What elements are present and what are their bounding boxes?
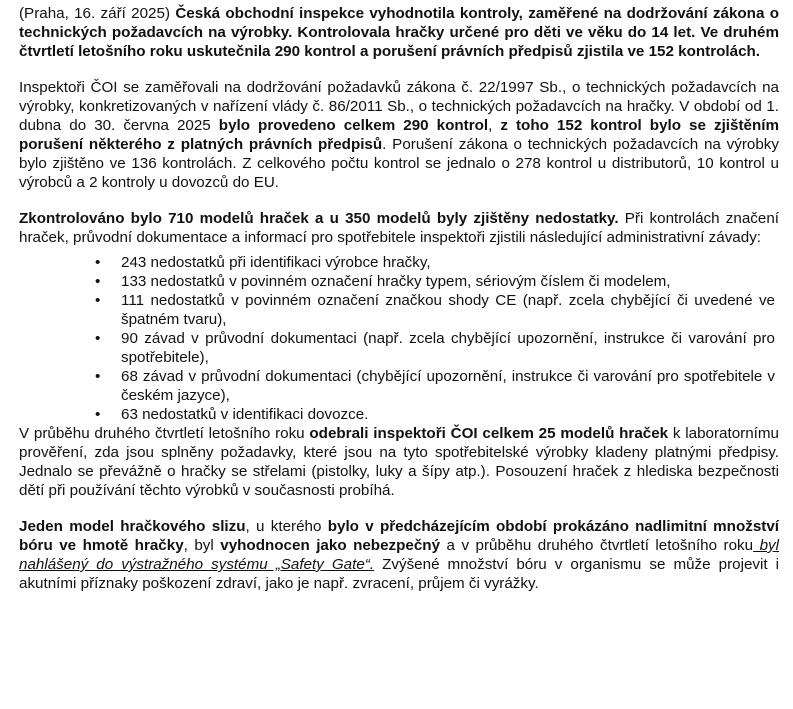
total-inspections-highlight: bylo provedeno celkem 290 kontrol — [218, 117, 489, 134]
list-item-text: 243 nedostatků při identifikaci výrobce hračky, — [121, 254, 431, 271]
slime-text-3: a v průběhu druhého čtvrtletí letošního roku — [440, 537, 754, 554]
lead-paragraph — [19, 4, 779, 61]
list-item-text: 63 nedostatků v identifikaci dovozce. — [121, 406, 369, 423]
bullet-icon: • — [95, 254, 101, 271]
dateline: (Praha, 16. září 2025) — [19, 5, 176, 22]
slime-text-4: Zvýšené množství bóru v organismu se může projevit i akutními příznaky poškození zdraví, jako je např. zvracení, průjem či vyrážky. — [19, 556, 779, 592]
lab-text-details: k laboratornímu prověření, zda jsou splněny požadavky, které jsou na tyto spotřebitelské výrobky kladeny platnými předpisy. Jednalo se převážně o hračky se střelami (pistolky, luky a šípy atp.). Posouzení hraček z hlediska bezpečnosti dětí při používání těchto výrobků v současnosti probíhá. — [19, 425, 779, 499]
models-text: Při kontrolách značení hraček, průvodní dokumentace a informací pro spotřebitele inspektoři zjistili následující administrativní závady: — [19, 210, 779, 246]
deficiencies-list — [19, 253, 779, 424]
list-item — [95, 272, 779, 291]
boron-finding-highlight: bylo v předcházejícím období prokázáno nadlimitní množství bóru ve hmotě hračky — [19, 518, 779, 554]
models-highlight: Zkontrolováno bylo 710 modelů hraček a u 350 modelů byly zjištěny nedostatky. — [19, 210, 619, 227]
violations-highlight: z toho 152 kontrol bylo se zjištěním porušení některého z platných právních předpisů — [19, 117, 779, 153]
scope-text: Inspektoři ČOI se zaměřovali na dodržování požadavků zákona č. 22/1997 Sb., o technických požadavcích na výrobky, konkretizovaných v nařízení vlády č. 86/2011 Sb., o technických požadavcích na hračky. V období od 1. dubna do 30. června 2025 — [19, 79, 779, 134]
bullet-icon: • — [95, 292, 101, 309]
slime-text-2: , byl — [183, 537, 221, 554]
dangerous-verdict-highlight: vyhodnocen jako nebezpečný — [220, 537, 441, 554]
safety-gate-link[interactable]: byl nahlášený do výstražného systému „Safety Gate“. — [19, 537, 779, 573]
list-item-text: 133 nedostatků v povinném označení hračky typem, sériovým číslem či modelem, — [121, 273, 671, 290]
lab-text-intro: V průběhu druhého čtvrtletí letošního roku — [19, 425, 310, 442]
list-item — [95, 253, 779, 272]
lead-summary: Česká obchodní inspekce vyhodnotila kontroly, zaměřené na dodržování zákona o technických požadavcích na výrobky. Kontrolovala hračky určené pro děti ve věku do 14 let. Ve druhém čtvrtletí letošního roku uskutečnila 290 kontrol a porušení právních předpisů zjistila ve 152 kontrolách. — [19, 5, 779, 60]
list-item — [95, 291, 779, 329]
bullet-icon: • — [95, 330, 101, 347]
scope-details: . Porušení zákona o technických požadavcích na výrobky bylo zjištěno ve 136 kontrolách. Z celkového počtu kontrol se jednalo o 278 kontrol u distributorů, 10 kontrol u výrobců a 2 kontroly u dovozců do EU. — [19, 136, 779, 191]
list-item-text: 90 závad v průvodní dokumentaci (např. zcela chybějící upozornění, instrukce či varování pro spotřebitele), — [121, 330, 775, 366]
inspection-scope-paragraph — [19, 78, 779, 192]
slime-paragraph — [19, 517, 779, 593]
list-item-text: 111 nedostatků v povinném označení značkou shody CE (např. zcela chybějící či uvedené ve špatném tvaru), — [121, 292, 775, 328]
lab-testing-paragraph — [19, 424, 779, 500]
bullet-icon: • — [95, 368, 101, 385]
lab-samples-highlight: odebrali inspektoři ČOI celkem 25 modelů hraček — [309, 425, 669, 442]
bullet-icon: • — [95, 273, 101, 290]
list-item — [95, 329, 779, 367]
scope-separator: , — [488, 117, 501, 134]
bullet-icon: • — [95, 406, 101, 423]
list-item — [95, 367, 779, 405]
list-item-text: 68 závad v průvodní dokumentaci (chybějící upozornění, instrukce či varování pro spotřebitele v českém jazyce), — [121, 368, 775, 404]
slime-model-highlight: Jeden model hračkového slizu — [19, 518, 246, 535]
list-item — [95, 405, 779, 424]
slime-text-1: , u kterého — [245, 518, 328, 535]
models-paragraph — [19, 209, 779, 247]
